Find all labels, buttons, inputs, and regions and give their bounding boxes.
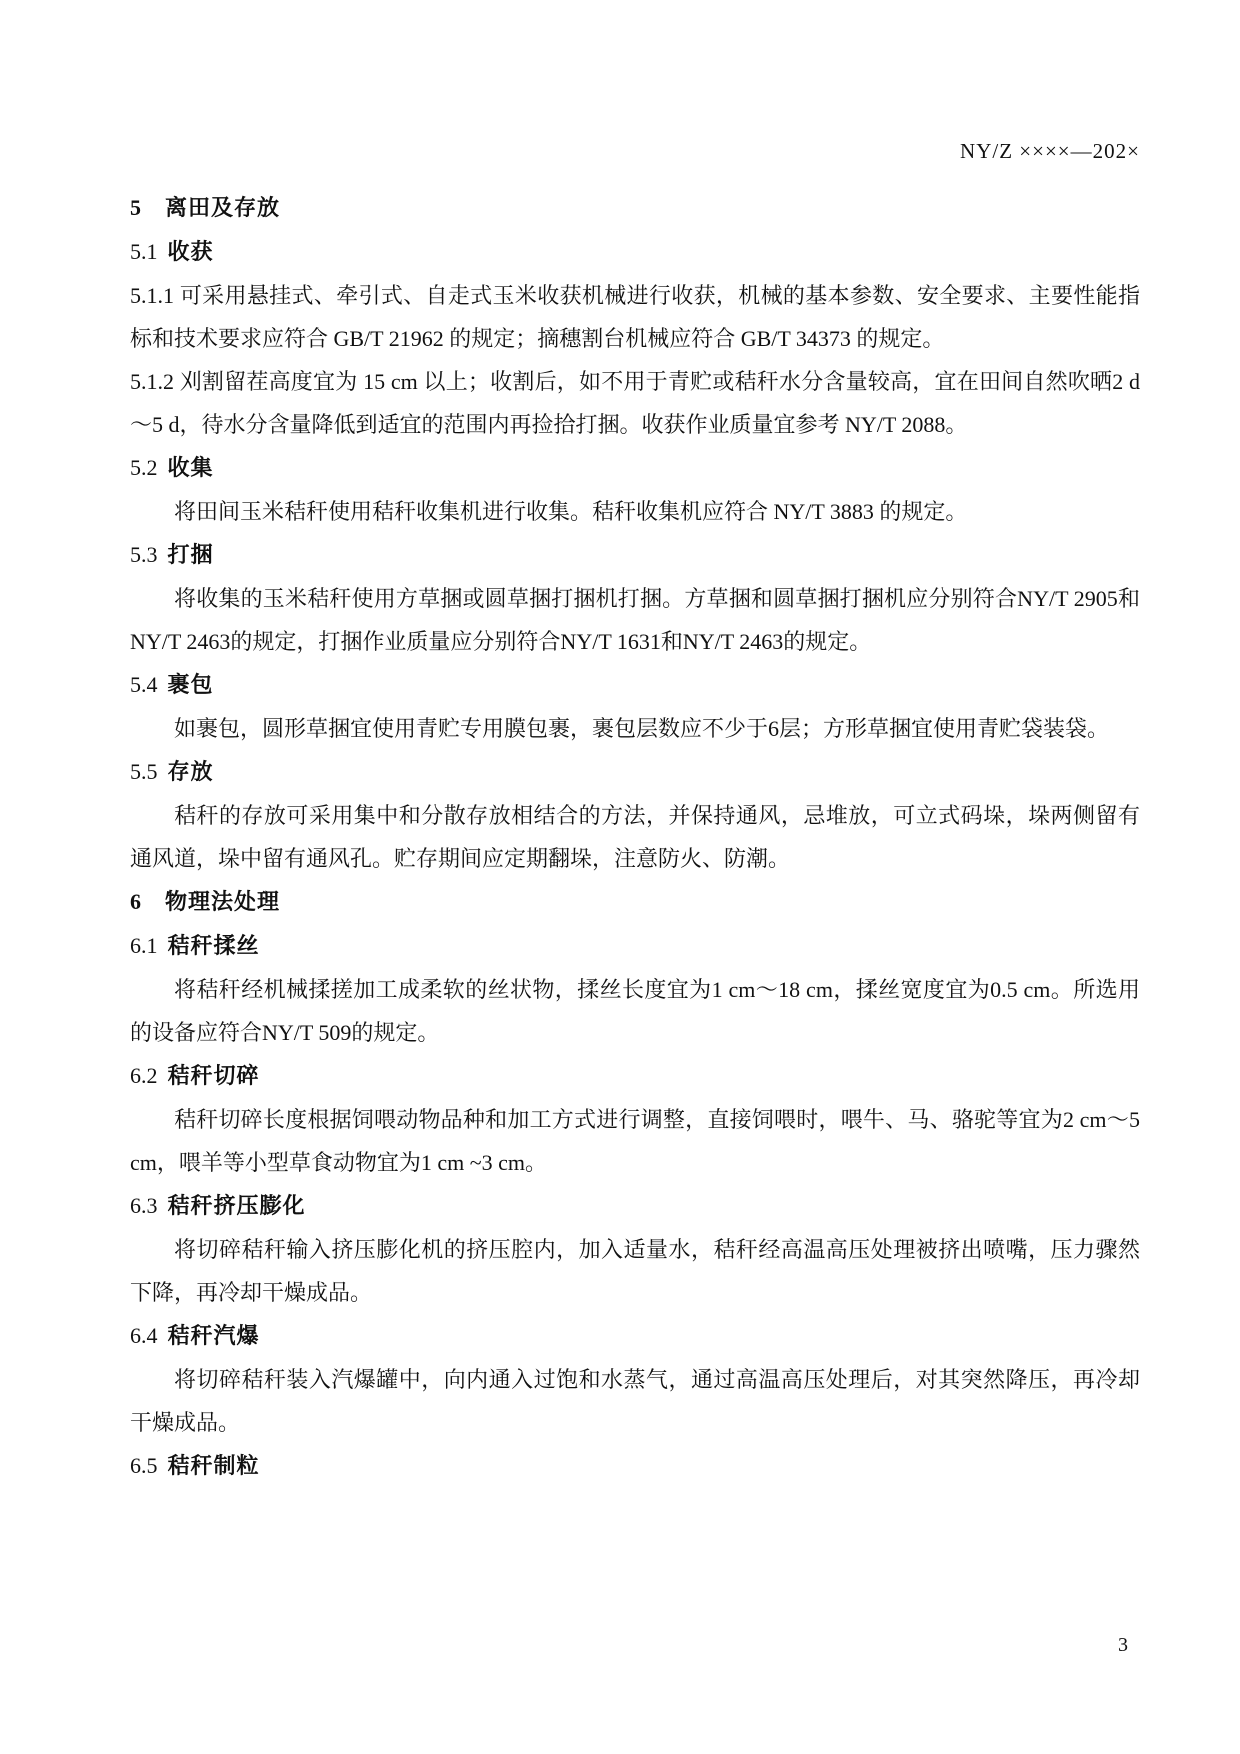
clause-title: 秸秆挤压膨化: [167, 1194, 306, 1219]
paragraph-5-5: 秸秆的存放可采用集中和分散存放相结合的方法，并保持通风，忌堆放，可立式码垛，垛两侧留有通风道，垛中留有通风孔。贮存期间应定期翻垛，注意防火、防潮。: [130, 803, 1140, 871]
clause-title: 收获: [167, 240, 214, 265]
clause-title: 秸秆制粒: [167, 1454, 260, 1479]
clause-heading-5-2: [130, 446, 1140, 490]
clause-heading-5-3: [130, 533, 1140, 577]
section-title: 物理法处理: [165, 890, 281, 915]
clause-heading-5-1: [130, 230, 1140, 274]
clause-heading-6-2: [130, 1054, 1140, 1098]
page-content: [130, 136, 1140, 1488]
section-heading-5: [130, 186, 1140, 230]
paragraph-5-2: 将田间玉米秸秆使用秸秆收集机进行收集。秸秆收集机应符合 NY/T 3883 的规定。: [174, 499, 968, 524]
clause-title: 打捆: [167, 543, 214, 568]
section-heading-6: [130, 880, 1140, 924]
clause-heading-5-4: [130, 663, 1140, 707]
paragraph-5-4: 如裹包，圆形草捆宜使用青贮专用膜包裹，裹包层数应不少于6层；方形草捆宜使用青贮袋装袋。: [174, 716, 1110, 741]
clause-title: 秸秆汽爆: [167, 1324, 260, 1349]
clause-number: 5.5: [130, 759, 158, 784]
clause-title: 秸秆切碎: [167, 1064, 260, 1089]
clause-heading-6-3: [130, 1184, 1140, 1228]
section-title: 离田及存放: [165, 196, 281, 221]
section-number: 6: [130, 889, 141, 914]
clause-title: 秸秆揉丝: [167, 934, 260, 959]
paragraph-6-1: 将秸秆经机械揉搓加工成柔软的丝状物，揉丝长度宜为1 cm～18 cm，揉丝宽度宜为0.5 cm。所选用的设备应符合NY/T 509的规定。: [130, 977, 1140, 1045]
clause-heading-6-4: [130, 1314, 1140, 1358]
section-number: 5: [130, 195, 141, 220]
clause-number: 6.2: [130, 1063, 158, 1088]
clause-heading-6-1: [130, 924, 1140, 968]
document-body: [130, 186, 1140, 1488]
clause-number: 5.1: [130, 239, 158, 264]
clause-heading-6-5: [130, 1444, 1140, 1488]
paragraph-5-1-2: 5.1.2 刈割留茬高度宜为 15 cm 以上；收割后，如不用于青贮或秸秆水分含量较高，宜在田间自然吹晒2 d～5 d，待水分含量降低到适宜的范围内再捡拾打捆。收获作业质量宜参考 NY/T 2088。: [130, 369, 1140, 437]
clause-number: 5.4: [130, 672, 158, 697]
paragraph-6-2: 秸秆切碎长度根据饲喂动物品种和加工方式进行调整，直接饲喂时，喂牛、马、骆驼等宜为2 cm～5 cm，喂羊等小型草食动物宜为1 cm ~3 cm。: [130, 1107, 1140, 1175]
paragraph-5-1-1: 5.1.1 可采用悬挂式、牵引式、自走式玉米收获机械进行收获，机械的基本参数、安全要求、主要性能指标和技术要求应符合 GB/T 21962 的规定；摘穗割台机械应符合 GB/T 34373 的规定。: [130, 283, 1140, 351]
paragraph-6-3: 将切碎秸秆输入挤压膨化机的挤压腔内，加入适量水，秸秆经高温高压处理被挤出喷嘴，压力骤然下降，再冷却干燥成品。: [130, 1237, 1140, 1305]
clause-number: 5.2: [130, 455, 158, 480]
clause-heading-5-5: [130, 750, 1140, 794]
clause-number: 6.3: [130, 1193, 158, 1218]
clause-title: 收集: [167, 456, 214, 481]
clause-title: 存放: [167, 760, 214, 785]
paragraph-6-4: 将切碎秸秆装入汽爆罐中，向内通入过饱和水蒸气，通过高温高压处理后，对其突然降压，再冷却干燥成品。: [130, 1367, 1140, 1435]
clause-number: 6.5: [130, 1453, 158, 1478]
paragraph-5-3: 将收集的玉米秸秆使用方草捆或圆草捆打捆机打捆。方草捆和圆草捆打捆机应分别符合NY/T 2905和NY/T 2463的规定，打捆作业质量应分别符合NY/T 1631和NY/T 2463的规定。: [130, 586, 1140, 654]
clause-number: 6.4: [130, 1323, 158, 1348]
clause-title: 裹包: [167, 673, 214, 698]
page-number: 3: [1118, 1634, 1128, 1656]
clause-number: 6.1: [130, 933, 158, 958]
clause-number: 5.3: [130, 542, 158, 567]
standard-number-header: NY/Z ××××—202×: [960, 139, 1140, 163]
